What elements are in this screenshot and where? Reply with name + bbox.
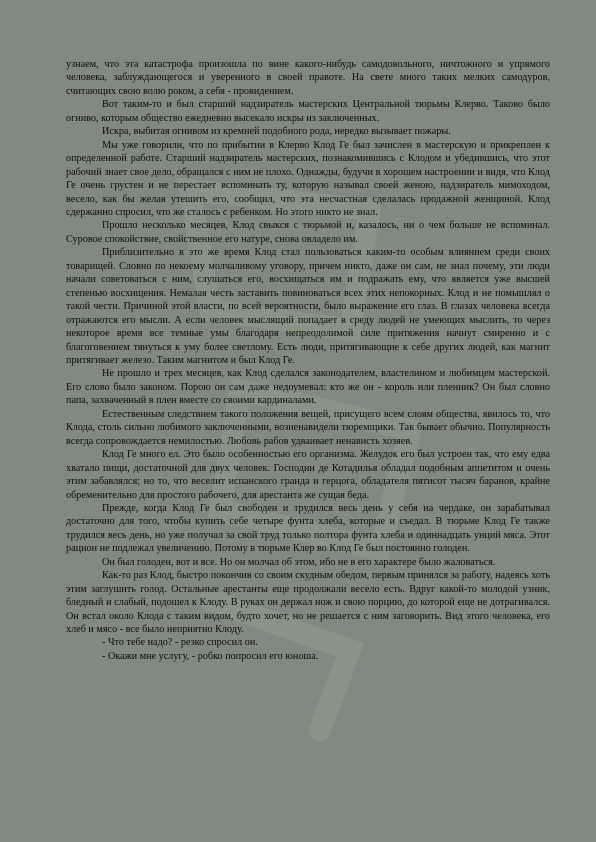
paragraph: Прежде, когда Клод Ге был свободен и трудился весь день у себя на чердаке, он зарабатывал достаточно для того, чтобы купить себе четыре фунта хлеба, которые и съедал. В тюрьме Клод Ге также трудился весь день, но уже получал за свой труд только полтора фунта хлеба и одиннадцать унций мяса. Этот рацион не подлежал увеличению. Потому в тюрьме Клер во Клод Ге был постоянно голоден. bbox=[66, 502, 550, 555]
paragraph: - Окажи мне услугу, - робко попросил его юноша. bbox=[102, 650, 319, 662]
paragraph: Прошло несколько месяцев, Клод свыкся с тюрьмой и, казалось, ни о чем больше не вспоминал. Суровое спокойствие, свойственное его натуре, снова овладело им. bbox=[66, 220, 550, 245]
paragraph: Приблизительно в это же время Клод стал пользоваться каким-то особым влиянием среди своих товарищей. Словно по некоему молчаливому уговору, причем никто, даже он сам, не знал почему, эти люди начали советоваться с ним, слушаться его, восхищаться им и подражать ему, что является уже высшей степенью восхищения. Немалая честь заставить повиноваться всех этих непокорных. Клод и не помышлял о такой чести. Причиной этой власти, по всей вероятности, было выражение его глаз. В глазах человека всегда отражаются его мысли. А если человек мыслящий попадает в среду людей не умеющих мыслить, то через некоторое время все темные умы благодаря непреодолимой силе притяжения начнут смиренно и с благоговением тянуться к уму более светлому. Есть люди, притягивающие к себе других людей, как магнит притягивает железо. Таким магнитом и был Клод Ге. bbox=[66, 247, 550, 366]
paragraph: Он был голоден, вот и все. Но он молчал об этом, ибо не в его характере было жаловаться. bbox=[102, 556, 496, 568]
document-body bbox=[66, 58, 550, 663]
paragraph: Мы уже говорили, что по прибытии в Клерво Клод Ге был зачислен в мастерскую и прикреплен к определенной работе. Старший надзиратель мастерских, познакомившись с Клодом и убедившись, что этот рабочий знает свое дело, обращался с ним не плохо. Однажды, будучи в хорошем настроении и видя, что Клод Ге очень грустен и не перестает вспоминать ту, которую называл своей женою, надзиратель мимоходом, весело, как бы желая утешить его, сообщил, что эта несчастная сделалась продажной женщиной. Клод сдержанно спросил, что же сталось с ребенком. Но этого никто не знал. bbox=[66, 139, 550, 218]
paragraph: Не прошло и трех месяцев, как Клод сделался законодателем, властелином и любимцем мастерской. Его слово было законом. Порою он сам даже недоумевал: кто же он - король или пленник? Он был словно папа, захваченный в плен вместе со своими кардиналами. bbox=[66, 368, 550, 407]
paragraph: Клод Ге много ел. Это было особенностью его организма. Желудок его был устроен так, что ему едва хватало пищи, достаточной для двух человек. Господин де Котадилья обладал подобным аппетитом и очень этим забавлялся; но то, что веселит испанского гранда и герцога, обладателя пятисот тысяч баранов, крайне обременительно для простого рабочего, для арестанта же сущая беда. bbox=[66, 449, 550, 501]
paragraph: Искра, выбитая огнивом из кремней подобного рода, нередко вызывает пожары. bbox=[102, 126, 451, 138]
paragraph: Как-то раз Клод, быстро покончив со своим скудным обедом, первым принялся за работу, надеясь хоть этим заглушить голод. Остальные арестанты еще продолжали весело есть. Вдруг какой-то молодой узник, бледный и слабый, подошел к Клоду. В руках он держал нож и свою порцию, до которой еще не дотрагивался. Он встал около Клода с таким видом, будто хочет, но не решается с ним заговорить. Вид этого человека, его хлеб и мясо - все было неприятно Клоду. bbox=[66, 570, 550, 636]
paragraph: Вот таким-то и был старший надзиратель мастерских Центральной тюрьмы Клерво. Таково было огниво, которым общество ежедневно высекало искры из заключенных. bbox=[66, 99, 550, 124]
paragraph: Естественным следствием такого положения вещей, присущего всем слоям общества, явилось то, что Клода, столь сильно любимого заключенными, возненавидели тюремщики. Так бывает обычно. Популярность всегда сопровождается немилостью. Любовь рабов удваивает ненависть хозяев. bbox=[66, 408, 550, 447]
paragraph: узнаем, что эта катастрофа произошла по вине какого-нибудь самодовольного, ничтожного и упрямого человека, заблуждающегося и уверенного в своей правоте. На свете много таких мелких самодуров, считающих свою волю роком, а себя - провидением. bbox=[66, 59, 550, 97]
paragraph: - Что тебе надо? - резко спросил он. bbox=[102, 637, 258, 649]
